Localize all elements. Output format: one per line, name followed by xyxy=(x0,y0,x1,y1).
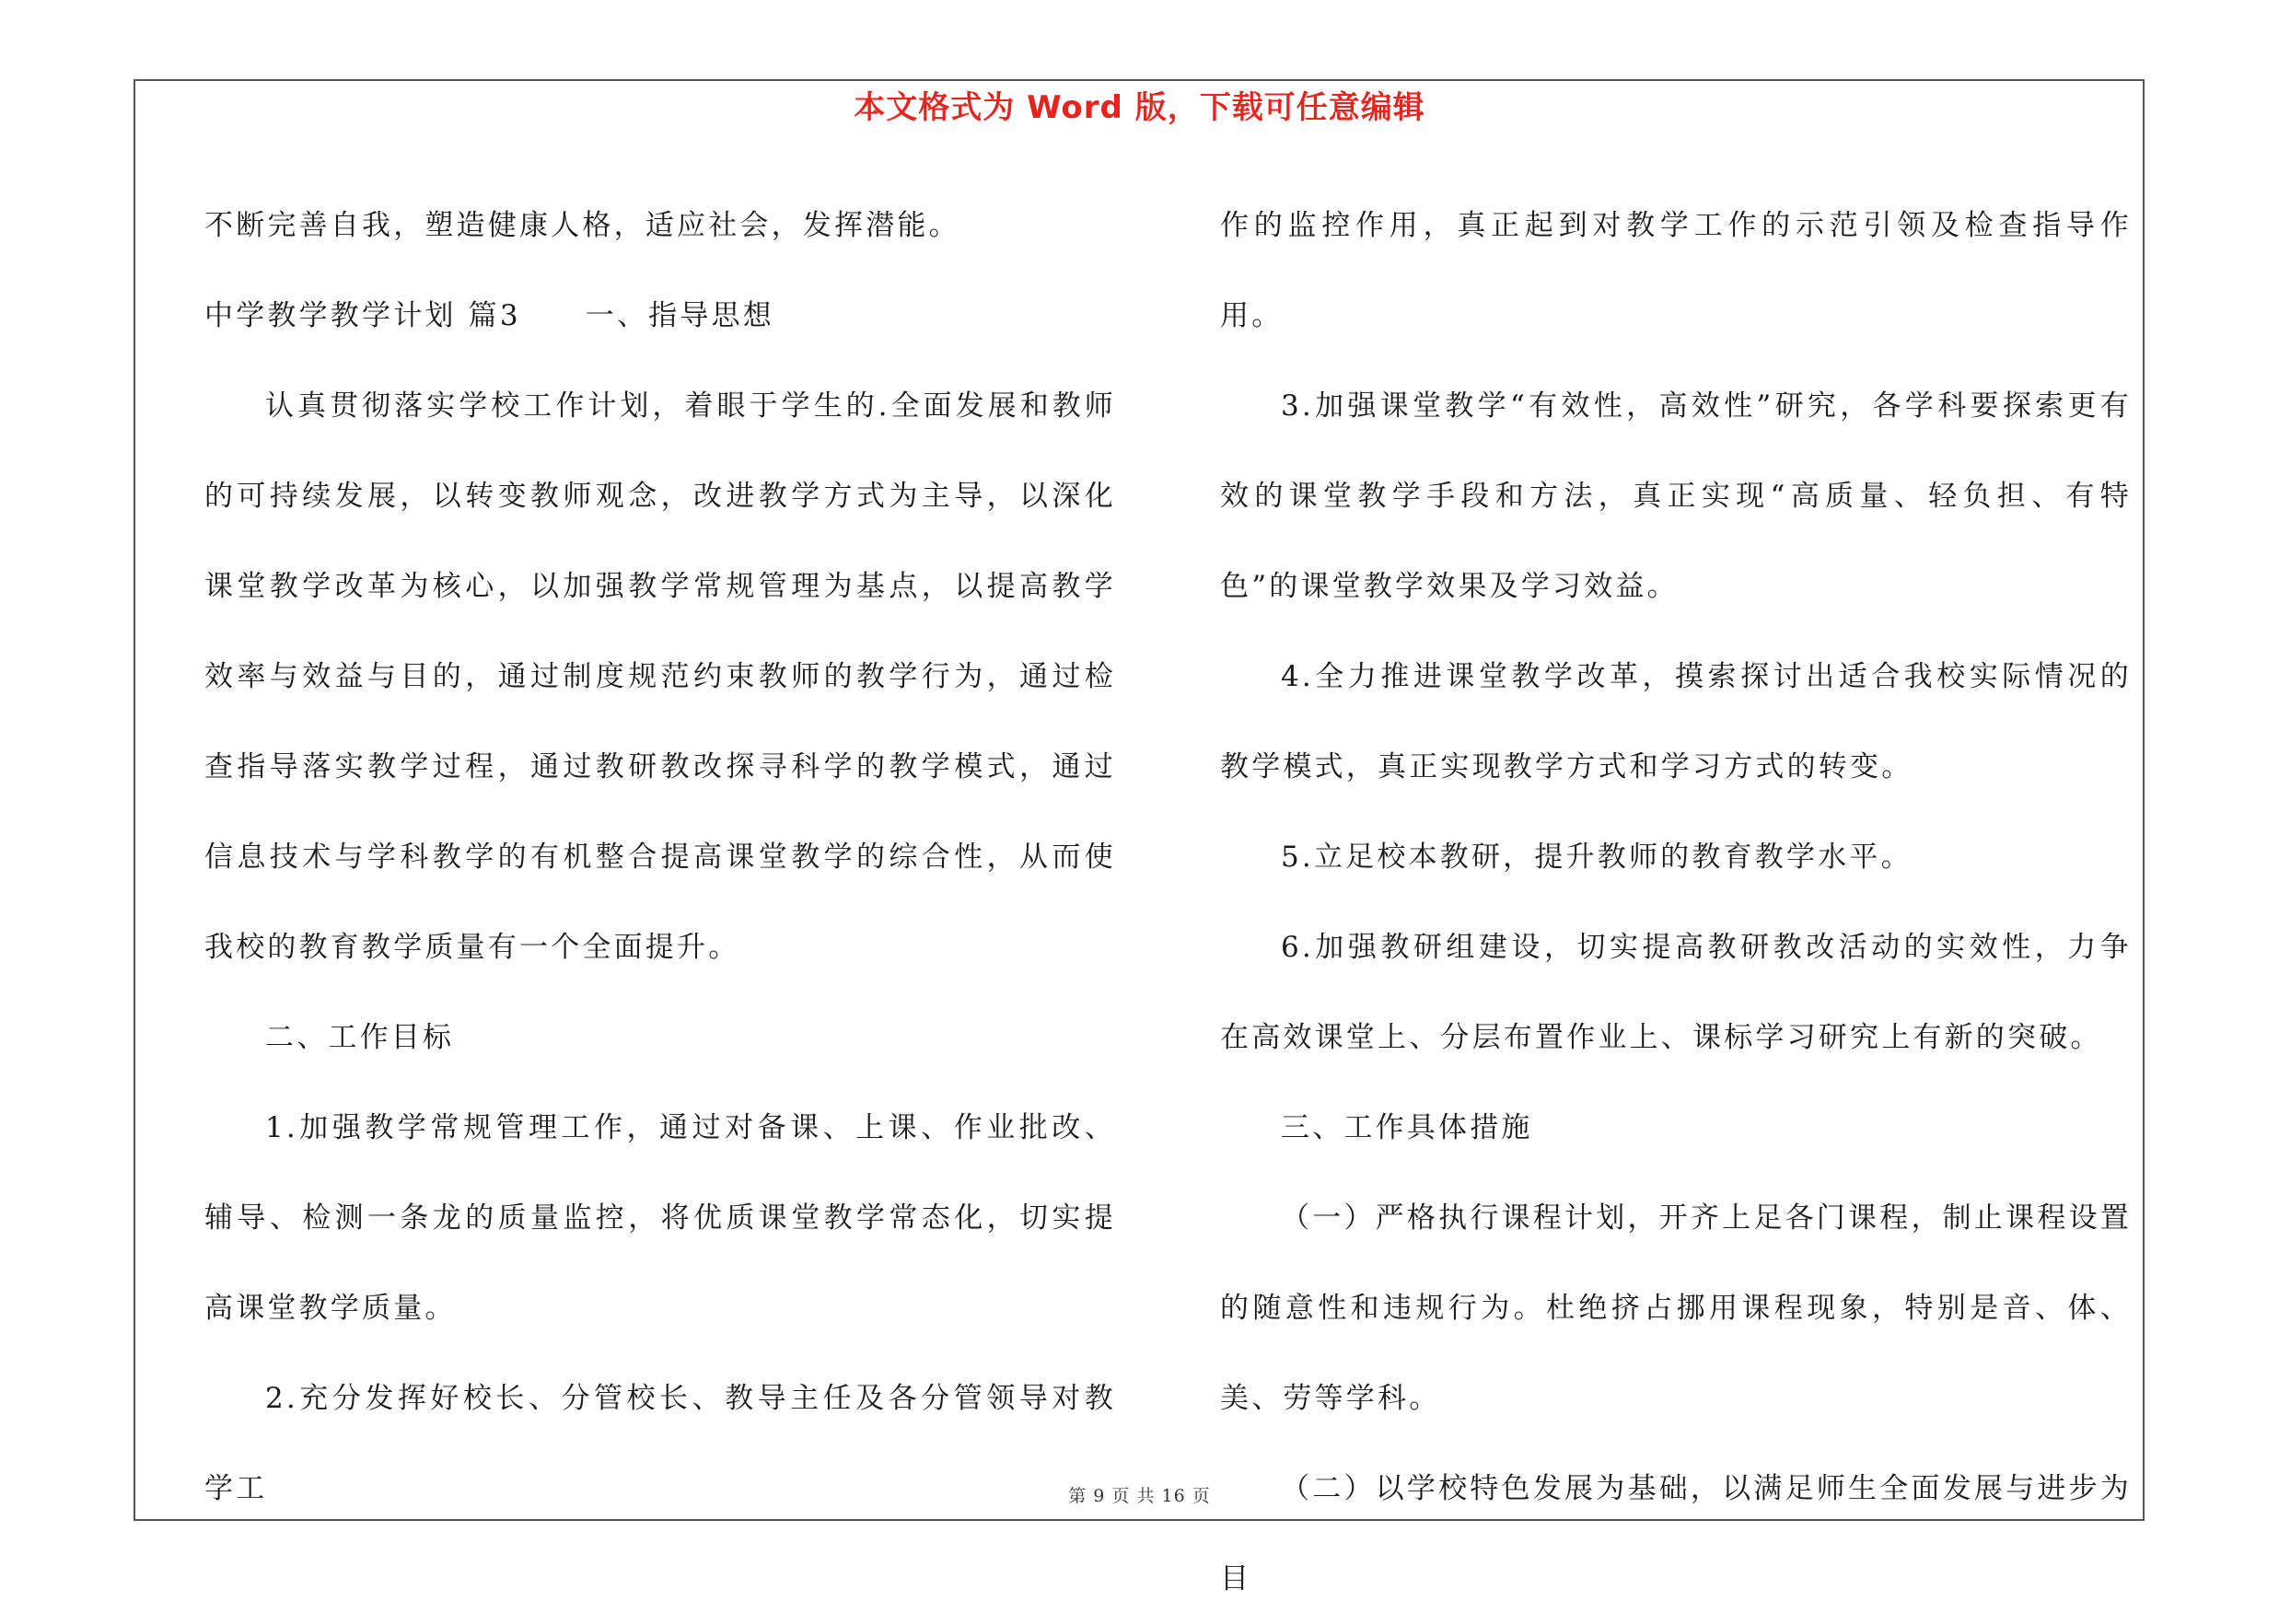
right-column xyxy=(1220,180,2132,1624)
paragraph: 2.充分发挥好校长、分管校长、教导主任及各分管领导对教学工 xyxy=(204,1382,1116,1505)
section-heading: 三、工作具体措施 xyxy=(1281,1111,1533,1144)
left-column xyxy=(204,180,1116,1534)
section-title-line xyxy=(204,271,1116,361)
paragraph: 5.立足校本教研，提升教师的教育教学水平。 xyxy=(1281,841,1913,874)
section-heading: 二、工作目标 xyxy=(265,1021,455,1054)
paragraph: 3.加强课堂教学“有效性，高效性”研究，各学科要探索更有效的课堂教学手段和方法，真正实现“高质量、轻负担、有特色”的课堂教学效果及学习效益。 xyxy=(1220,389,2132,603)
paragraph: 4.全力推进课堂教学改革，摸索探讨出适合我校实际情况的教学模式，真正实现教学方式和学习方式的转变。 xyxy=(1220,660,2132,783)
paragraph: （一）严格执行课程计划，开齐上足各门课程，制止课程设置的随意性和违规行为。杜绝挤占挪用课程现象，特别是音、体、美、劳等学科。 xyxy=(1220,1201,2132,1415)
paragraph: 不断完善自我，塑造健康人格，适应社会，发挥潜能。 xyxy=(204,209,960,242)
plan-title: 中学教学教学计划 篇3 xyxy=(204,299,521,332)
paragraph: 1.加强教学常规管理工作，通过对备课、上课、作业批改、辅导、检测一条龙的质量监控，将优质课堂教学常态化，切实提高课堂教学质量。 xyxy=(204,1111,1116,1325)
header-banner: 本文格式为 Word 版，下载可任意编辑 xyxy=(854,89,1425,126)
section-heading: 一、指导思想 xyxy=(585,299,774,332)
paragraph: （二）以学校特色发展为基础，以满足师生全面发展与进步为目 xyxy=(1220,1472,2132,1595)
paragraph: 作的监控作用，真正起到对教学工作的示范引领及检查指导作用。 xyxy=(1220,209,2132,332)
page-number: 第 9 页 共 16 页 xyxy=(1068,1486,1211,1506)
paragraph: 6.加强教研组建设，切实提高教研教改活动的实效性，力争在高效课堂上、分层布置作业上、课标学习研究上有新的突破。 xyxy=(1220,931,2132,1054)
paragraph: 认真贯彻落实学校工作计划，着眼于学生的.全面发展和教师的可持续发展，以转变教师观念，改进教学方式为主导，以深化课堂教学改革为核心，以加强教学常规管理为基点，以提高教学效率与效益与目的，通过制度规范约束教师的教学行为，通过检查指导落实教学过程，通过教研教改探寻科学的教学模式，通过信息技术与学科教学的有机整合提高课堂教学的综合性，从而使我校的教育教学质量有一个全面提升。 xyxy=(204,389,1116,964)
